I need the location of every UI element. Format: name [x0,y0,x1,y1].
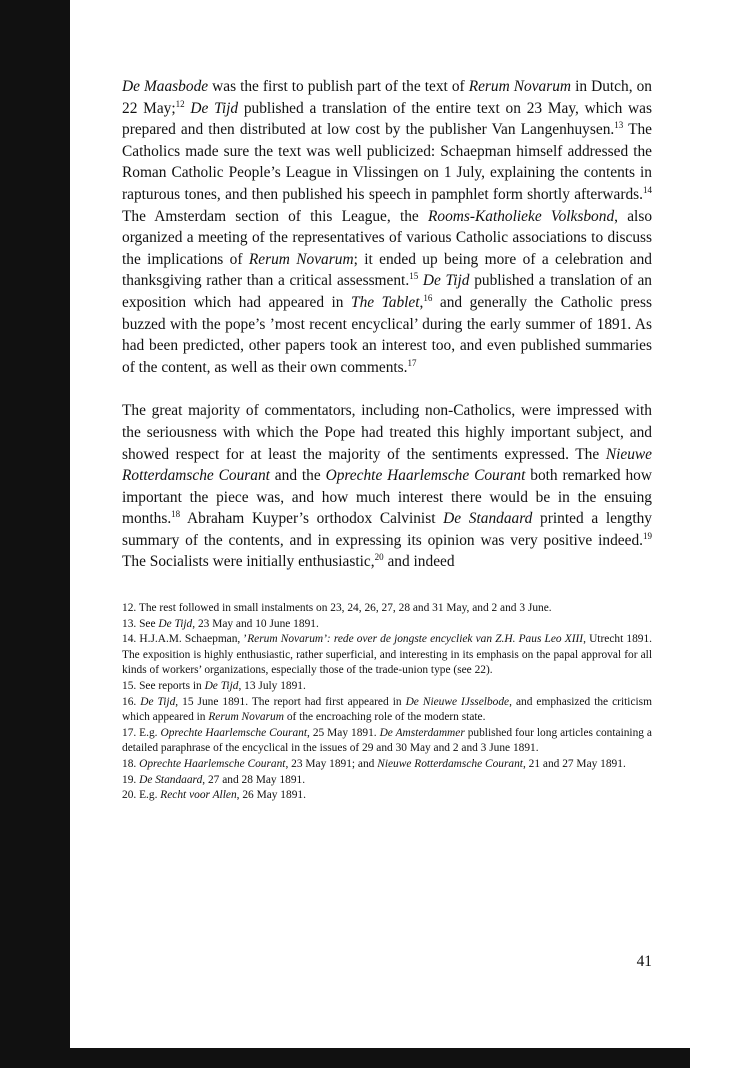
footnote-ref-12: 12 [175,98,185,109]
page-number: 41 [636,953,652,970]
page-body [122,76,652,804]
footnote-18: 18. Oprechte Haarlemsche Courant, 23 May 1891; and Nieuwe Rotterdamsche Courant, 21 and 27 May 1891. [122,758,626,770]
title-de-standaard: De Standaard [443,510,533,528]
footnote-ref-13: 13 [614,120,624,131]
title-the-tablet: The Tablet [351,293,420,311]
title-oprechte-haarlemsche-courant: Oprechte Haarlemsche Courant [325,467,526,485]
footnote-12: 12. The rest followed in small instalments on 23, 24, 26, 27, 28 and 31 May, and 2 and 3 June. [122,602,552,615]
footnote-ref-20: 20 [374,552,384,563]
title-rerum-novarum: Rerum Novarum [248,250,354,268]
scan-left-border [0,0,70,1068]
footnotes [122,601,652,804]
footnote-ref-18: 18 [171,509,181,520]
footnote-19: 19. De Standaard, 27 and 28 May 1891. [122,773,306,786]
body-paragraph-2: The great majority of commentators, including non-Catholics, were impressed with the seriousness with which the Pope had treated this highly important subject, and showed respect for at least the majority of the sentiments expressed. The Nieuwe Rotterdamsche Courant and the Oprechte Haarlemsche Courant both remarked how important the piece was, and how much interest there would be in the ensuing months.$^{18}$ Abraham Kuyper’s orthodox Calvinist De Standaard printed a lengthy summary of the contents, and in expressing its opinion was very positive indeed.$^{19}$ The Socialists were initially enthusiastic,$^{20}$ and indeed [122,402,652,571]
footnote-17: 17. E.g. Oprechte Haarlemsche Courant, 25 May 1891. De Amsterdammer published four long articles containing a detailed paraphrase of the encyclical in the issues of 29 and 30 May and 2 and 3 June 1891. [122,726,652,755]
scan-bottom-border [0,1048,690,1068]
footnote-ref-14: 14 [643,184,652,195]
body-paragraph-1: De Maasbode was the first to publish part of the text of Rerum Novarum in Dutch, on 22 May;$^{12}$ De Tijd published a translation of the entire text on 23 May, which was prepared and then distributed at low cost by the publisher Van Langenhuysen.$^{13}$ The Catholics made sure the text was well publicized: Schaepman himself addressed the Roman Catholic People’s League in Vlissingen on 1 July, explaining the contents in rapturous tones, and then published his speech in pamphlet form shortly afterwards.$^{14}$ The Amsterdam section of this League, the Rooms-Katholieke Volksbond, also organized a meeting of the representatives of various Catholic associations to discuss the implications of Rerum Novarum; it ended up being more of a celebration and thanksgiving rather than a critical assessment.$^{15}$ De Tijd published a translation of an exposition which had appeared in The Tablet,$^{16}$ and generally the Catholic press buzzed with the pope’s ’most recent encyclical’ during the early summer of 1891. As had been predicted, other papers took an interest too, and even published summaries of the content, as well as their own comments.$^{17}$ [122,78,653,376]
footnote-ref-16: 16 [423,292,433,303]
title-nieuwe-rotterdamsche-courant: Nieuwe Rotterdamsche Courant [122,445,652,485]
footnote-20: 20. E.g. Recht voor Allen, 26 May 1891. [122,789,306,802]
title-de-maasbode: De Maasbode [122,78,209,95]
footnote-14: 14. H.J.A.M. Schaepman, ’Rerum Novarum’: rede over de jongste encycliek van Z.H. Paus Leo XIII, Utrecht 1891. The exposition is highly enthusiastic, rather superficial, and interesting in its emphasis on the papal approval for all kinds of workers’ organizations, especially those of the trade-union type (see 22). [122,633,653,677]
title-de-tijd: De Tijd [422,272,470,290]
footnote-13: 13. See De Tijd, 23 May and 10 June 1891. [122,617,319,630]
footnote-ref-17: 17 [407,357,417,368]
footnote-ref-19: 19 [643,530,652,541]
title-rooms-katholieke-volksbond: Rooms-Katholieke Volksbond [427,207,615,225]
title-rerum-novarum: Rerum Novarum [468,78,572,95]
footnote-ref-15: 15 [409,271,419,282]
footnote-15: 15. See reports in De Tijd, 13 July 1891. [122,680,306,693]
footnote-16: 16. De Tijd, 15 June 1891. The report had first appeared in De Nieuwe IJsselbode, and emphasized the criticism which appeared in Rerum Novarum of the encroaching role of the modern state. [122,695,652,724]
title-de-tijd: De Tijd [190,99,239,117]
